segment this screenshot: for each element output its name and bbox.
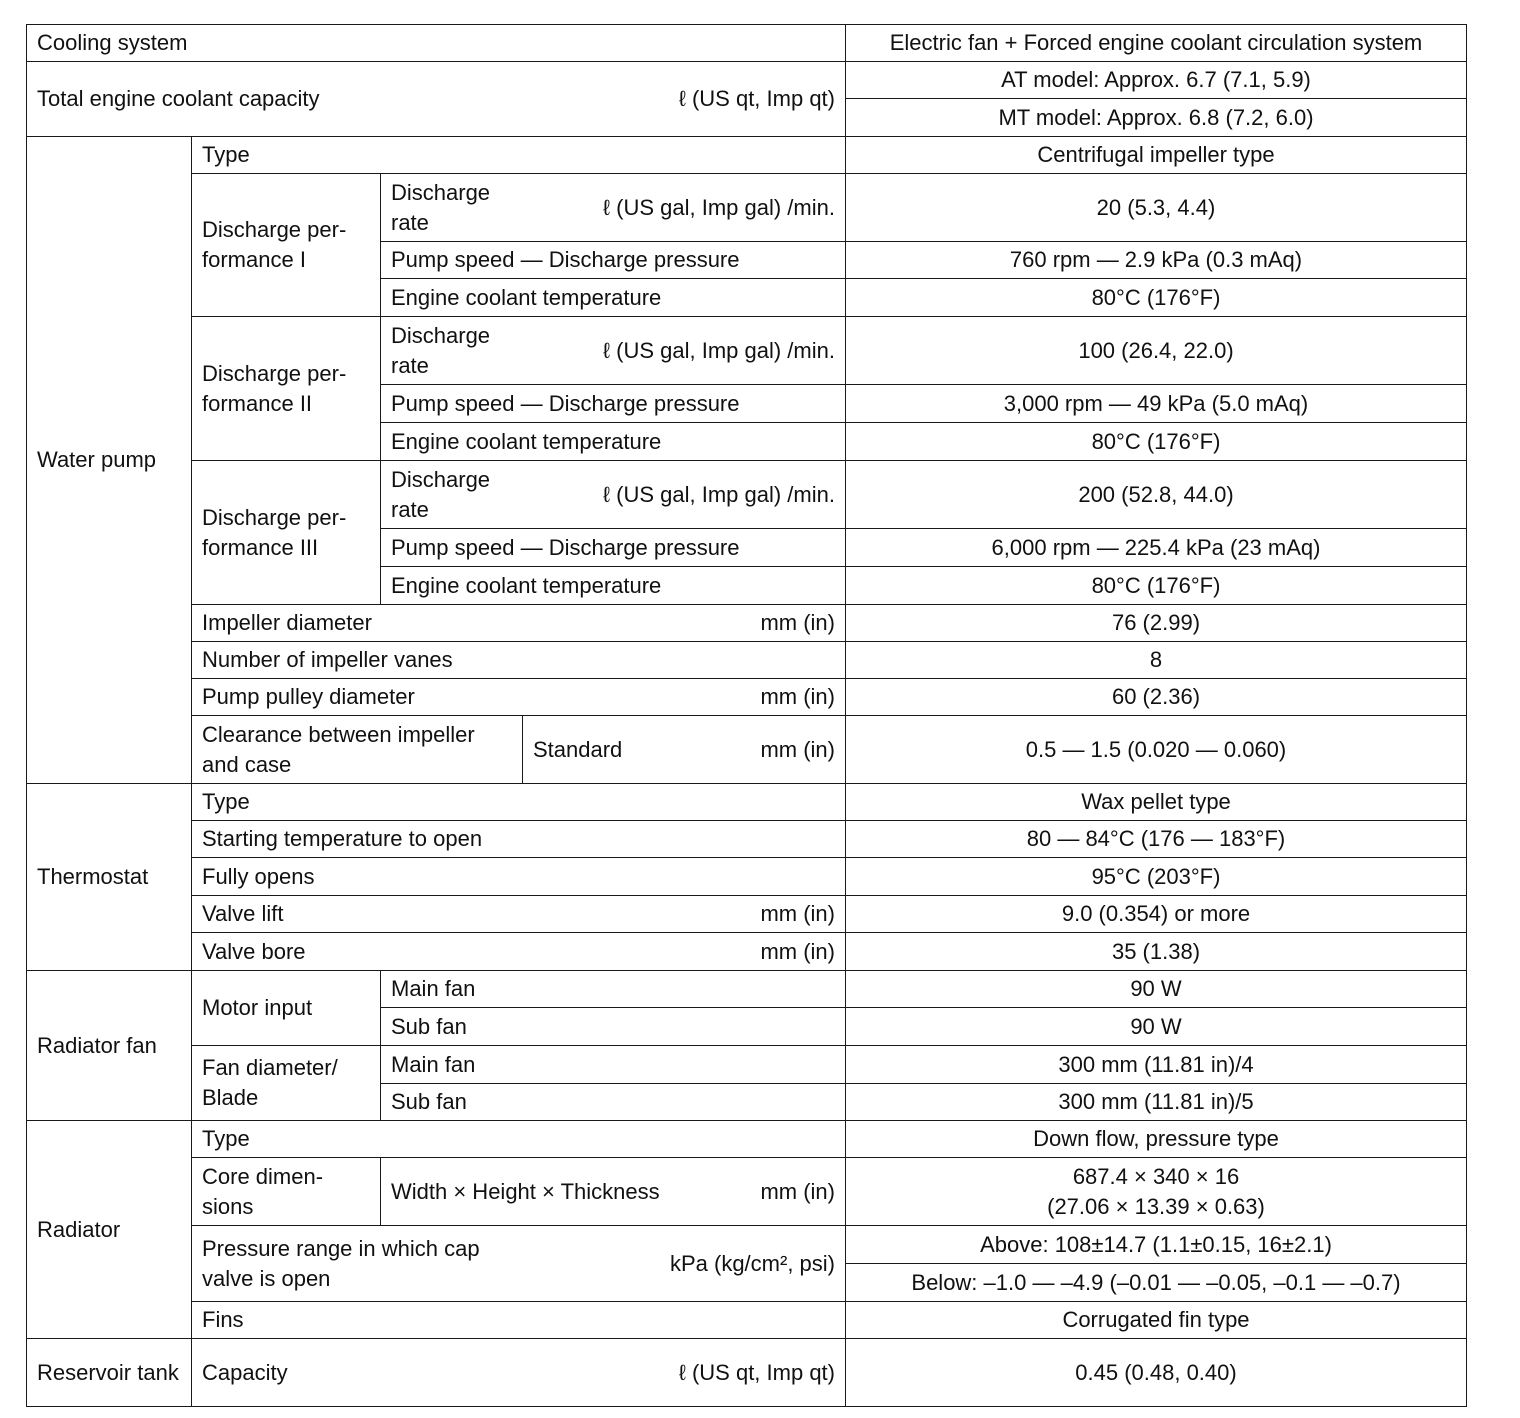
fan-sub-label-text: Sub fan bbox=[391, 1089, 467, 1114]
fins-value bbox=[845, 1301, 1467, 1339]
total-capacity-at-text: AT model: Approx. 6.7 (7.1, 5.9) bbox=[1001, 67, 1311, 92]
perf3-rate-label bbox=[380, 460, 846, 529]
impeller-vanes-label bbox=[191, 641, 846, 679]
perf1-speed-value-text: 760 rpm — 2.9 kPa (0.3 mAq) bbox=[1009, 247, 1303, 272]
thermostat-bore-value bbox=[845, 932, 1467, 971]
thermostat-bore-unit: mm (in) bbox=[760, 938, 835, 964]
reservoir-label bbox=[26, 1338, 192, 1407]
pulley-diameter-label bbox=[191, 678, 846, 716]
motor-main-label-text: Main fan bbox=[391, 976, 476, 1001]
perf3-label-text: Discharge per-formance III bbox=[202, 504, 347, 560]
thermostat-lift-label bbox=[191, 895, 846, 933]
perf2-rate-label-text: Discharge rate bbox=[391, 322, 491, 378]
impeller-diameter-value bbox=[845, 604, 1467, 642]
perf1-temp-label bbox=[380, 278, 846, 317]
water-pump-label-text: Water pump bbox=[37, 447, 157, 472]
fins-label bbox=[191, 1301, 846, 1339]
perf3-speed-label bbox=[380, 528, 846, 567]
total-capacity-mt bbox=[845, 98, 1467, 137]
perf3-temp-value-text: 80°C (176°F) bbox=[1091, 572, 1221, 598]
cooling-spec-table bbox=[26, 24, 1467, 1407]
cooling-system-value-text: Electric fan + Forced engine coolant circulation system bbox=[889, 30, 1423, 55]
perf1-label-text: Discharge per-formance I bbox=[202, 217, 347, 272]
thermostat-start-label bbox=[191, 820, 846, 858]
pulley-diameter-value-text: 60 (2.36) bbox=[1111, 684, 1201, 709]
thermostat-lift-unit: mm (in) bbox=[760, 901, 835, 926]
perf2-temp-label-text: Engine coolant temperature bbox=[391, 428, 662, 454]
perf2-temp-value-text: 80°C (176°F) bbox=[1091, 428, 1221, 454]
reservoir-capacity-unit: ℓ (US qt, Imp qt) bbox=[678, 1359, 835, 1385]
reservoir-capacity-label-text: Capacity bbox=[202, 1359, 288, 1385]
perf3-label bbox=[191, 460, 381, 605]
water-pump-type-label-text: Type bbox=[202, 142, 250, 167]
perf1-rate-label-text: Discharge rate bbox=[391, 179, 491, 235]
perf1-speed-value bbox=[845, 241, 1467, 279]
thermostat-full-label bbox=[191, 857, 846, 896]
total-capacity-label bbox=[26, 61, 846, 137]
thermostat-start-value bbox=[845, 820, 1467, 858]
perf1-temp-label-text: Engine coolant temperature bbox=[391, 284, 662, 310]
fan-main-value bbox=[845, 1045, 1467, 1084]
motor-main-label bbox=[380, 970, 846, 1008]
core-dims-value bbox=[845, 1157, 1467, 1226]
clearance-label bbox=[191, 715, 523, 784]
perf1-label bbox=[191, 173, 381, 317]
clearance-value-text: 0.5 — 1.5 (0.020 — 0.060) bbox=[1025, 736, 1287, 762]
pressure-below-value bbox=[845, 1263, 1467, 1302]
pulley-diameter-value bbox=[845, 678, 1467, 716]
perf3-rate-value bbox=[845, 460, 1467, 529]
perf2-speed-value bbox=[845, 384, 1467, 423]
thermostat-label bbox=[26, 783, 192, 971]
water-pump-type-value bbox=[845, 136, 1467, 174]
perf1-rate-value bbox=[845, 173, 1467, 242]
thermostat-lift-value-text: 9.0 (0.354) or more bbox=[1061, 901, 1251, 926]
thermostat-lift-value bbox=[845, 895, 1467, 933]
perf1-speed-label bbox=[380, 241, 846, 279]
perf3-speed-label-text: Pump speed — Discharge pressure bbox=[391, 534, 740, 560]
cooling-system-value bbox=[845, 24, 1467, 62]
perf2-rate-unit: ℓ (US gal, Imp gal) /min. bbox=[602, 337, 835, 363]
fan-sub-value bbox=[845, 1083, 1467, 1121]
perf1-rate-value-text: 20 (5.3, 4.4) bbox=[1096, 194, 1216, 220]
perf1-temp-value-text: 80°C (176°F) bbox=[1091, 284, 1221, 310]
clearance-standard-text: Standard bbox=[533, 736, 623, 762]
radiator-fan-label bbox=[26, 970, 192, 1121]
reservoir-label-text: Reservoir tank bbox=[37, 1359, 179, 1385]
thermostat-start-label-text: Starting temperature to open bbox=[202, 826, 483, 851]
thermostat-full-value bbox=[845, 857, 1467, 896]
perf3-temp-value bbox=[845, 566, 1467, 605]
thermostat-type-value-text: Wax pellet type bbox=[1081, 789, 1231, 814]
motor-input-label-text: Motor input bbox=[202, 995, 313, 1020]
thermostat-lift-label-text: Valve lift bbox=[202, 901, 284, 926]
perf2-temp-label bbox=[380, 422, 846, 461]
clearance-value bbox=[845, 715, 1467, 784]
fins-value-text: Corrugated fin type bbox=[1062, 1307, 1250, 1332]
clearance-standard bbox=[522, 715, 846, 784]
perf3-rate-label-text: Discharge rate bbox=[391, 466, 491, 522]
perf2-speed-label-text: Pump speed — Discharge pressure bbox=[391, 390, 740, 416]
thermostat-bore-value-text: 35 (1.38) bbox=[1111, 938, 1201, 964]
total-capacity-label-text: Total engine coolant capacity bbox=[37, 86, 320, 111]
thermostat-bore-label-text: Valve bore bbox=[202, 938, 306, 964]
perf1-speed-label-text: Pump speed — Discharge pressure bbox=[391, 247, 740, 272]
radiator-label-text: Radiator bbox=[37, 1216, 121, 1242]
clearance-label-text: Clearance between impeller and case bbox=[202, 721, 475, 777]
impeller-vanes-value bbox=[845, 641, 1467, 679]
fan-sub-value-text: 300 mm (11.81 in)/5 bbox=[1058, 1089, 1254, 1114]
motor-sub-value bbox=[845, 1007, 1467, 1046]
pressure-range-unit: kPa (kg/cm², psi) bbox=[669, 1250, 835, 1276]
fan-main-label-text: Main fan bbox=[391, 1051, 476, 1077]
perf3-temp-label-text: Engine coolant temperature bbox=[391, 572, 662, 598]
total-capacity-at bbox=[845, 61, 1467, 99]
thermostat-start-value-text: 80 — 84°C (176 — 183°F) bbox=[1026, 826, 1286, 851]
reservoir-capacity-label bbox=[191, 1338, 846, 1407]
impeller-vanes-value-text: 8 bbox=[1149, 647, 1163, 672]
core-dims-unit: mm (in) bbox=[760, 1178, 835, 1204]
thermostat-bore-label bbox=[191, 932, 846, 971]
pressure-range-label bbox=[191, 1225, 846, 1302]
pressure-above-value-text: Above: 108±14.7 (1.1±0.15, 16±2.1) bbox=[980, 1231, 1332, 1257]
perf2-speed-label bbox=[380, 384, 846, 423]
perf2-label-text: Discharge per-formance II bbox=[202, 360, 347, 416]
reservoir-capacity-value-text: 0.45 (0.48, 0.40) bbox=[1075, 1359, 1237, 1385]
fan-sub-label bbox=[380, 1083, 846, 1121]
pressure-below-value-text: Below: –1.0 — –4.9 (–0.01 — –0.05, –0.1 — –0.7) bbox=[911, 1269, 1401, 1295]
motor-main-value bbox=[845, 970, 1467, 1008]
impeller-diameter-label-text: Impeller diameter bbox=[202, 610, 372, 635]
perf1-rate-label bbox=[380, 173, 846, 242]
perf3-speed-value-text: 6,000 rpm — 225.4 kPa (23 mAq) bbox=[991, 534, 1321, 560]
perf2-temp-value bbox=[845, 422, 1467, 461]
perf1-rate-unit: ℓ (US gal, Imp gal) /min. bbox=[602, 194, 835, 220]
perf1-temp-value bbox=[845, 278, 1467, 317]
fan-diameter-label bbox=[191, 1045, 381, 1121]
motor-sub-label bbox=[380, 1007, 846, 1046]
radiator-type-value-text: Down flow, pressure type bbox=[1033, 1126, 1279, 1151]
perf3-rate-unit: ℓ (US gal, Imp gal) /min. bbox=[602, 481, 835, 507]
motor-sub-value-text: 90 W bbox=[1130, 1013, 1182, 1039]
pressure-range-label-text: Pressure range in which cap valve is open bbox=[202, 1235, 480, 1291]
radiator-fan-label-text: Radiator fan bbox=[37, 1032, 157, 1058]
radiator-type-label bbox=[191, 1120, 846, 1158]
fan-diameter-label-text: Fan diameter/ Blade bbox=[202, 1055, 338, 1110]
fins-label-text: Fins bbox=[202, 1307, 244, 1332]
perf2-label bbox=[191, 316, 381, 461]
perf2-rate-value bbox=[845, 316, 1467, 385]
core-dims-value-in: (27.06 × 13.39 × 0.63) bbox=[1047, 1193, 1265, 1219]
core-dimensions-label bbox=[191, 1157, 381, 1226]
total-capacity-unit: ℓ (US qt, Imp qt) bbox=[678, 86, 835, 111]
reservoir-capacity-value bbox=[845, 1338, 1467, 1407]
thermostat-type-value bbox=[845, 783, 1467, 821]
radiator-label bbox=[26, 1120, 192, 1339]
core-dims-sublabel-text: Width × Height × Thickness bbox=[391, 1178, 660, 1204]
impeller-diameter-value-text: 76 (2.99) bbox=[1111, 610, 1201, 635]
thermostat-full-value-text: 95°C (203°F) bbox=[1091, 863, 1221, 889]
core-dimensions-label-text: Core dimen-sions bbox=[202, 1163, 324, 1219]
radiator-type-label-text: Type bbox=[202, 1126, 250, 1151]
motor-input-label bbox=[191, 970, 381, 1046]
motor-main-value-text: 90 W bbox=[1130, 976, 1182, 1001]
motor-sub-label-text: Sub fan bbox=[391, 1013, 467, 1039]
pulley-diameter-unit: mm (in) bbox=[760, 684, 835, 709]
water-pump-type-label bbox=[191, 136, 846, 174]
core-dims-value-mm: 687.4 × 340 × 16 bbox=[1072, 1163, 1240, 1189]
impeller-diameter-unit: mm (in) bbox=[760, 610, 835, 635]
pressure-above-value bbox=[845, 1225, 1467, 1264]
fan-main-value-text: 300 mm (11.81 in)/4 bbox=[1058, 1051, 1254, 1077]
clearance-unit: mm (in) bbox=[760, 736, 835, 762]
perf2-rate-label bbox=[380, 316, 846, 385]
pulley-diameter-label-text: Pump pulley diameter bbox=[202, 684, 415, 709]
thermostat-label-text: Thermostat bbox=[37, 864, 149, 889]
thermostat-type-label-text: Type bbox=[202, 789, 250, 814]
perf3-rate-value-text: 200 (52.8, 44.0) bbox=[1078, 481, 1234, 507]
total-capacity-mt-text: MT model: Approx. 6.8 (7.2, 6.0) bbox=[998, 104, 1314, 130]
perf2-speed-value-text: 3,000 rpm — 49 kPa (5.0 mAq) bbox=[1003, 390, 1309, 416]
perf2-rate-value-text: 100 (26.4, 22.0) bbox=[1078, 337, 1234, 363]
thermostat-type-label bbox=[191, 783, 846, 821]
water-pump-type-value-text: Centrifugal impeller type bbox=[1037, 142, 1275, 167]
water-pump-label bbox=[26, 136, 192, 784]
fan-main-label bbox=[380, 1045, 846, 1084]
cooling-system-label-text: Cooling system bbox=[37, 30, 188, 55]
cooling-system-label bbox=[26, 24, 846, 62]
impeller-vanes-label-text: Number of impeller vanes bbox=[202, 647, 453, 672]
impeller-diameter-label bbox=[191, 604, 846, 642]
radiator-type-value bbox=[845, 1120, 1467, 1158]
perf3-temp-label bbox=[380, 566, 846, 605]
perf3-speed-value bbox=[845, 528, 1467, 567]
core-dims-sublabel bbox=[380, 1157, 846, 1226]
thermostat-full-label-text: Fully opens bbox=[202, 863, 315, 889]
